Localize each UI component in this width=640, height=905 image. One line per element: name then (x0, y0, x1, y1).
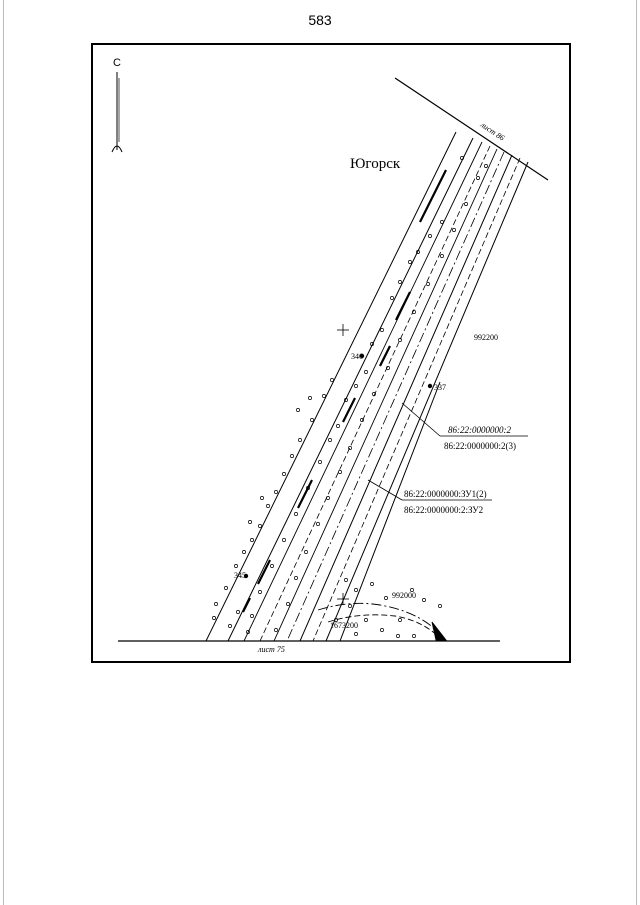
parcel-label-2: 86:22:0000000:2 (448, 425, 511, 435)
grid-label-1673200: 1673200 (330, 621, 358, 630)
parcel-label-zu2: 86:22:0000000:2:ЗУ2 (404, 505, 484, 515)
map-drawing (118, 78, 548, 641)
grid-cross-marks (337, 324, 349, 605)
parcel-label-zu1-2: 86:22:0000000:ЗУ1(2) (404, 489, 487, 499)
city-label: Югорск (350, 156, 401, 172)
bold-segments (243, 170, 446, 612)
point-label-345: 345 (234, 571, 246, 580)
point-label-337: 337 (434, 383, 446, 392)
north-arrow-icon (112, 72, 122, 152)
point-label-346: 346 (351, 352, 363, 361)
sheet-label-top: лист 86 (478, 120, 507, 143)
parcel-label-2-3: 86:22:0000000:2(3) (444, 441, 516, 451)
page-number: 583 (308, 12, 332, 28)
survey-points (244, 354, 432, 578)
corridor-lines (206, 132, 528, 641)
sheet-label-bottom: лист 75 (258, 645, 285, 654)
north-arrow-label: С (113, 57, 121, 69)
grid-label-992200: 992200 (474, 333, 498, 342)
grid-label-992000: 992000 (392, 591, 416, 600)
vegetation-symbols (212, 156, 487, 637)
